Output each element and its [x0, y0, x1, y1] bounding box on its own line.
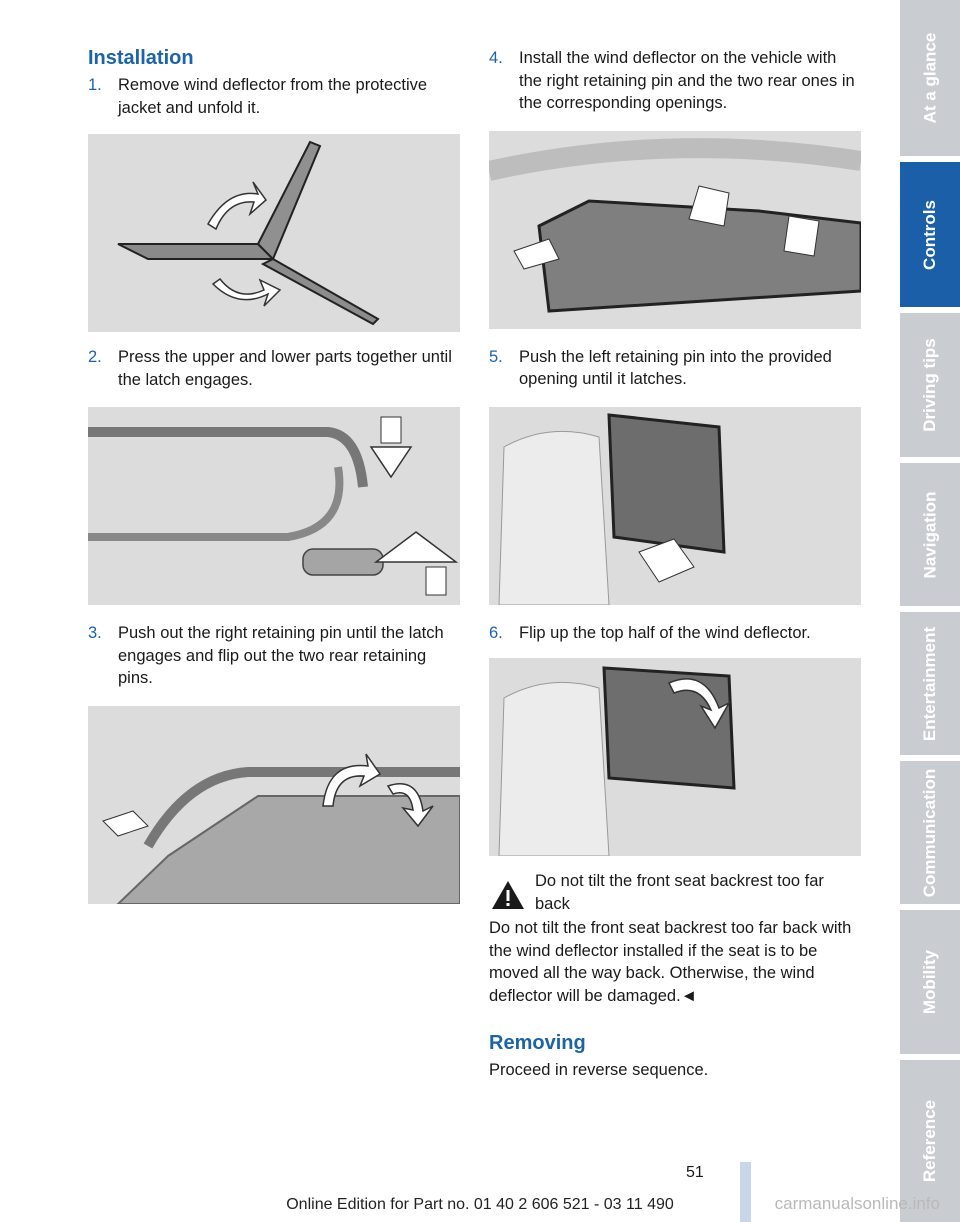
right-column — [489, 44, 861, 1082]
page-number: 51 — [686, 1164, 704, 1181]
tab-at-a-glance[interactable] — [900, 0, 960, 156]
tab-label: Communication — [920, 768, 940, 897]
figure-retaining-pins — [88, 706, 460, 904]
step-number: 3. — [88, 624, 102, 642]
step-2 — [88, 346, 460, 391]
installation-heading: Installation — [88, 47, 194, 69]
tab-driving-tips[interactable] — [900, 313, 960, 457]
figure-install-deflector — [489, 131, 861, 329]
footer-text: Online Edition for Part no. 01 40 2 606 521 - 03 11 490 — [286, 1196, 674, 1213]
tab-navigation[interactable] — [900, 463, 960, 606]
step-number: 5. — [489, 347, 503, 366]
tab-mobility[interactable] — [900, 910, 960, 1054]
figure-left-pin — [489, 407, 861, 605]
tab-label: Entertainment — [920, 626, 940, 741]
tab-entertainment[interactable] — [900, 612, 960, 755]
warning-title-row — [489, 870, 861, 915]
tab-label: Controls — [920, 199, 940, 270]
tab-label: Navigation — [920, 491, 939, 578]
step-number: 6. — [489, 623, 503, 642]
removing-text: Proceed in reverse sequence. — [489, 1061, 709, 1079]
tab-label: Mobility — [920, 949, 939, 1015]
step-number: 2. — [88, 348, 102, 366]
step-text: Press the upper and lower parts together until the latch engages. — [118, 348, 452, 389]
warning-body-text: Do not tilt the front seat backrest too far back with the wind deflector installed if the seat is to be moved all the way back. Otherwise, the wind deflector will be damaged. — [489, 919, 852, 1005]
warning-triangle-icon — [491, 880, 525, 917]
tab-communication[interactable] — [900, 761, 960, 904]
watermark: carmanualsonline.info — [774, 1194, 940, 1213]
figure-press-parts — [88, 407, 460, 605]
step-text: Remove wind deflector from the protective jacket and unfold it. — [118, 76, 428, 117]
step-text: Push out the right retaining pin until the latch engages and flip out the two rear retaining pins. — [118, 624, 444, 687]
tab-label: Driving tips — [920, 338, 940, 432]
warning-title: Do not tilt the front seat backrest too far back — [535, 872, 824, 913]
figure-flip-up — [489, 658, 861, 856]
tab-label: Reference — [920, 1099, 939, 1183]
step-4 — [489, 47, 861, 115]
figure-unfold-deflector — [88, 134, 460, 332]
step-text: Install the wind deflector on the vehicle with the right retaining pin and the two rear ones in the corresponding openings. — [519, 49, 855, 112]
end-mark: ◄ — [680, 986, 698, 1005]
side-tabs — [900, 0, 960, 1222]
step-text: Push the left retaining pin into the provided opening until it latches. — [519, 347, 832, 388]
removing-heading: Removing — [489, 1032, 586, 1054]
tab-controls[interactable] — [900, 162, 960, 307]
step-number: 4. — [489, 49, 503, 67]
step-6 — [489, 622, 861, 645]
step-3 — [88, 622, 460, 690]
step-1 — [88, 74, 460, 119]
tab-label: At a glance — [920, 32, 940, 124]
step-text: Flip up the top half of the wind deflector. — [519, 623, 811, 642]
step-number: 1. — [88, 76, 102, 94]
left-column — [88, 44, 460, 904]
warning-body — [489, 917, 861, 1007]
step-5 — [489, 346, 861, 391]
